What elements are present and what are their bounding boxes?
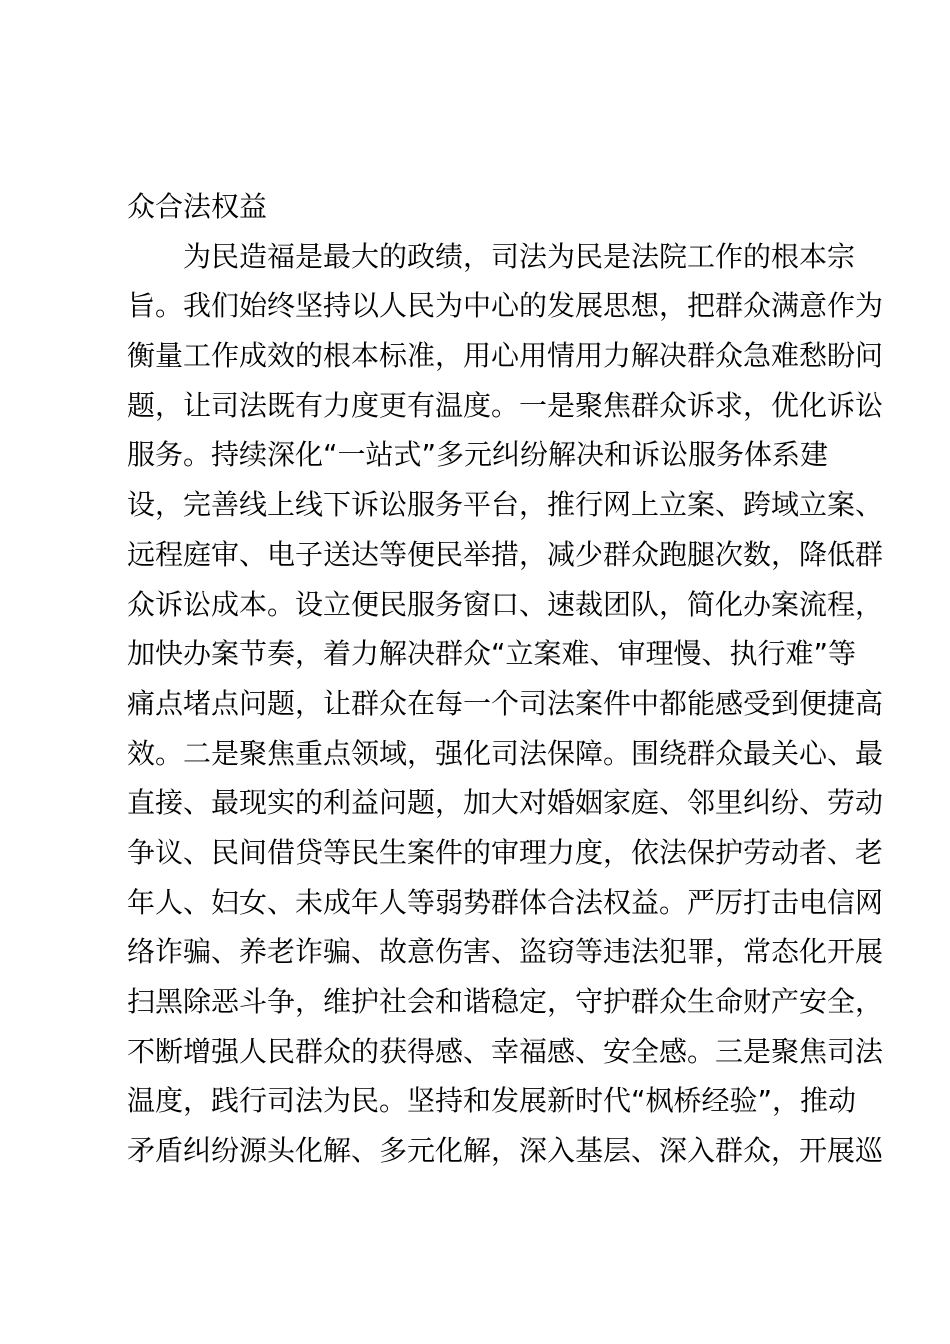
text-line: 不断增强人民群众的获得感、幸福感、安全感。三是聚焦司法 bbox=[127, 1034, 884, 1068]
text-line: 设，完善线上线下诉讼服务平台，推行网上立案、跨域立案、 bbox=[127, 488, 884, 522]
text-line: 众合法权益 bbox=[127, 190, 268, 223]
text-line: 远程庭审、电子送达等便民举措，减少群众跑腿次数，降低群 bbox=[127, 537, 884, 571]
text-line: 直接、最现实的利益问题，加大对婚姻家庭、邻里纠纷、劳动 bbox=[127, 786, 884, 820]
document-body bbox=[127, 182, 884, 1176]
text-line: 扫黑除恶斗争，维护社会和谐稳定，守护群众生命财产安全， bbox=[127, 985, 884, 1018]
text-line: 服务。持续深化“一站式”多元纠纷解决和诉讼服务体系建 bbox=[127, 438, 829, 472]
text-line: 众诉讼成本。设立便民服务窗口、速裁团队，简化办案流程， bbox=[127, 587, 884, 621]
text-line: 衡量工作成效的根本标准，用心用情用力解决群众急难愁盼问 bbox=[127, 339, 884, 373]
text-line: 为民造福是最大的政绩，司法为民是法院工作的根本宗 bbox=[183, 239, 856, 273]
text-line: 旨。我们始终坚持以人民为中心的发展思想，把群众满意作为 bbox=[127, 289, 884, 323]
text-line: 争议、民间借贷等民生案件的审理力度，依法保护劳动者、老 bbox=[127, 835, 884, 869]
text-line: 络诈骗、养老诈骗、故意伤害、盗窃等违法犯罪，常态化开展 bbox=[127, 935, 884, 969]
text-line: 加快办案节奏，着力解决群众“立案难、审理慢、执行难”等 bbox=[127, 637, 857, 671]
text-line: 效。二是聚焦重点领域，强化司法保障。围绕群众最关心、最 bbox=[127, 736, 884, 770]
text-line: 痛点堵点问题，让群众在每一个司法案件中都能感受到便捷高 bbox=[127, 686, 884, 720]
text-line: 题，让司法既有力度更有温度。一是聚焦群众诉求，优化诉讼 bbox=[127, 388, 884, 422]
text-line: 年人、妇女、未成年人等弱势群体合法权益。严厉打击电信网 bbox=[127, 885, 884, 919]
text-line: 矛盾纠纷源头化解、多元化解，深入基层、深入群众，开展巡 bbox=[127, 1134, 884, 1168]
text-line: 温度，践行司法为民。坚持和发展新时代“枫桥经验”，推动 bbox=[127, 1084, 857, 1118]
